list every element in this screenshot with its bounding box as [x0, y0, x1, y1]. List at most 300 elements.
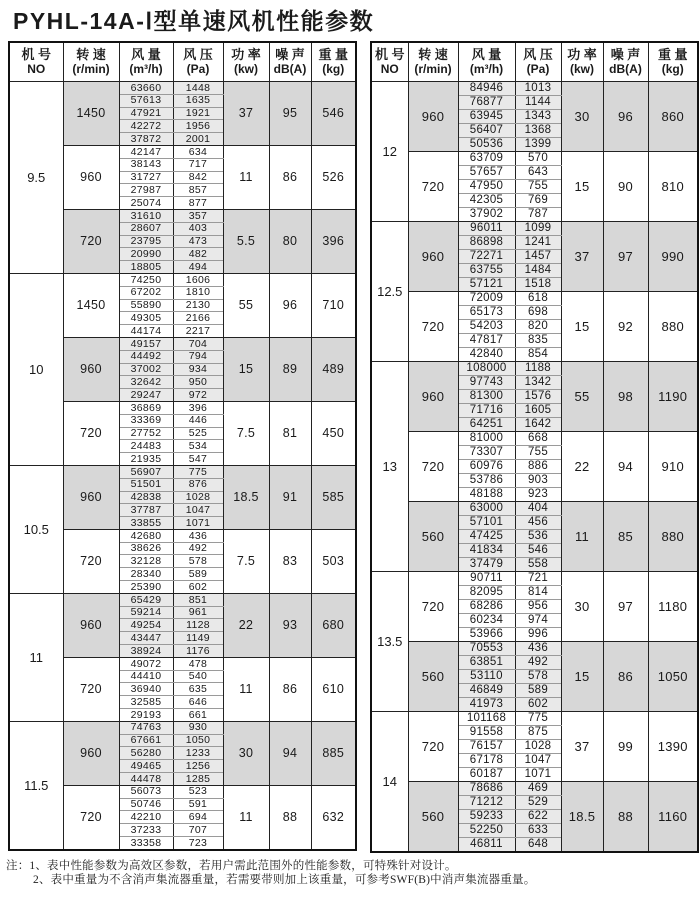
weight-cell: 810 — [648, 152, 698, 222]
weight-cell: 610 — [311, 657, 356, 721]
column-header-speed — [63, 42, 119, 82]
air-pressure-cell: 1050 — [173, 734, 223, 747]
header-line2: (Pa) — [526, 62, 550, 76]
air-pressure-cell: 1256 — [173, 760, 223, 773]
air-pressure-cell: 886 — [515, 460, 561, 474]
weight-cell: 396 — [311, 209, 356, 273]
air-volume-cell: 42838 — [119, 491, 173, 504]
air-pressure-cell: 1241 — [515, 236, 561, 250]
speed-cell: 960 — [63, 721, 119, 785]
air-volume-cell: 31727 — [119, 171, 173, 184]
speed-cell: 1450 — [63, 82, 119, 146]
air-pressure-cell: 1342 — [515, 376, 561, 390]
air-pressure-cell: 618 — [515, 292, 561, 306]
noise-cell: 92 — [603, 292, 648, 362]
speed-cell: 960 — [408, 82, 458, 152]
air-volume-cell: 46811 — [458, 838, 515, 853]
speed-cell: 560 — [408, 782, 458, 853]
air-volume-cell: 23795 — [119, 235, 173, 248]
table-row — [371, 82, 698, 96]
power-cell: 30 — [561, 82, 603, 152]
header-line1: 噪 声 — [275, 47, 305, 62]
header-line1: 风 量 — [131, 47, 161, 62]
table-row — [371, 152, 698, 166]
air-pressure-cell: 694 — [173, 811, 223, 824]
footnotes — [6, 860, 700, 887]
air-volume-cell: 108000 — [458, 362, 515, 376]
air-pressure-cell: 1028 — [173, 491, 223, 504]
air-pressure-cell: 707 — [173, 824, 223, 837]
air-pressure-cell: 930 — [173, 721, 223, 734]
air-volume-cell: 31610 — [119, 209, 173, 222]
header-line2: NO — [27, 62, 46, 76]
air-pressure-cell: 1071 — [515, 768, 561, 782]
power-cell: 18.5 — [223, 465, 269, 529]
power-cell: 11 — [223, 145, 269, 209]
air-pressure-cell: 646 — [173, 696, 223, 709]
power-cell: 30 — [561, 572, 603, 642]
air-volume-cell: 71716 — [458, 404, 515, 418]
header-line2: (kw) — [234, 62, 258, 76]
power-cell: 55 — [223, 273, 269, 337]
column-header-noise — [269, 42, 311, 82]
speed-cell: 720 — [408, 152, 458, 222]
air-volume-cell: 53786 — [458, 474, 515, 488]
air-pressure-cell: 1642 — [515, 418, 561, 432]
speed-cell: 720 — [63, 657, 119, 721]
air-volume-cell: 56280 — [119, 747, 173, 760]
column-header-pressure — [515, 42, 561, 82]
air-volume-cell: 28340 — [119, 568, 173, 581]
air-pressure-cell: 2130 — [173, 299, 223, 312]
air-volume-cell: 67178 — [458, 754, 515, 768]
weight-cell: 880 — [648, 502, 698, 572]
power-cell: 11 — [223, 785, 269, 849]
air-volume-cell: 49465 — [119, 760, 173, 773]
air-pressure-cell: 923 — [515, 488, 561, 502]
table-row — [371, 362, 698, 376]
air-pressure-cell: 648 — [515, 838, 561, 853]
air-pressure-cell: 570 — [515, 152, 561, 166]
power-cell: 11 — [561, 502, 603, 572]
weight-cell: 503 — [311, 529, 356, 593]
air-pressure-cell: 851 — [173, 593, 223, 606]
weight-cell: 910 — [648, 432, 698, 502]
air-volume-cell: 54203 — [458, 320, 515, 334]
air-volume-cell: 49157 — [119, 337, 173, 350]
noise-cell: 96 — [603, 82, 648, 152]
air-pressure-cell: 473 — [173, 235, 223, 248]
air-pressure-cell: 492 — [173, 542, 223, 555]
air-pressure-cell: 877 — [173, 197, 223, 210]
noise-cell: 86 — [269, 657, 311, 721]
noise-cell: 95 — [269, 82, 311, 146]
speed-cell: 720 — [63, 785, 119, 849]
speed-cell: 960 — [63, 465, 119, 529]
air-pressure-cell: 492 — [515, 656, 561, 670]
air-volume-cell: 74250 — [119, 273, 173, 286]
weight-cell: 450 — [311, 401, 356, 465]
air-pressure-cell: 972 — [173, 389, 223, 402]
air-volume-cell: 57613 — [119, 94, 173, 107]
table-row — [9, 465, 356, 478]
header-line1: 功 率 — [567, 47, 597, 62]
power-cell: 15 — [561, 642, 603, 712]
weight-cell: 990 — [648, 222, 698, 292]
air-pressure-cell: 2217 — [173, 325, 223, 338]
air-pressure-cell: 950 — [173, 376, 223, 389]
header-line1: 功 率 — [231, 47, 261, 62]
column-header-volume — [458, 42, 515, 82]
air-volume-cell: 47425 — [458, 530, 515, 544]
air-pressure-cell: 1635 — [173, 94, 223, 107]
machine-no-cell: 12.5 — [371, 222, 408, 362]
power-cell: 37 — [561, 222, 603, 292]
air-pressure-cell: 875 — [515, 726, 561, 740]
air-volume-cell: 53110 — [458, 670, 515, 684]
noise-cell: 81 — [269, 401, 311, 465]
air-pressure-cell: 478 — [173, 657, 223, 670]
column-header-volume — [119, 42, 173, 82]
noise-cell: 99 — [603, 712, 648, 782]
header-line1: 重 量 — [657, 47, 688, 62]
air-pressure-cell: 721 — [515, 572, 561, 586]
table-row — [9, 721, 356, 734]
air-pressure-cell: 1176 — [173, 645, 223, 658]
power-cell: 37 — [561, 712, 603, 782]
weight-cell: 1050 — [648, 642, 698, 712]
air-volume-cell: 37902 — [458, 208, 515, 222]
air-volume-cell: 38626 — [119, 542, 173, 555]
speed-cell: 720 — [63, 401, 119, 465]
air-volume-cell: 37002 — [119, 363, 173, 376]
machine-no-cell: 10.5 — [9, 465, 63, 593]
air-volume-cell: 86898 — [458, 236, 515, 250]
air-pressure-cell: 1576 — [515, 390, 561, 404]
air-volume-cell: 49072 — [119, 657, 173, 670]
weight-cell: 546 — [311, 82, 356, 146]
noise-cell: 88 — [269, 785, 311, 849]
header-line2: (kw) — [570, 62, 594, 76]
header-line1: 重 量 — [318, 47, 349, 62]
air-pressure-cell: 1956 — [173, 120, 223, 133]
air-pressure-cell: 814 — [515, 586, 561, 600]
air-pressure-cell: 2166 — [173, 312, 223, 325]
header-line1: 风 压 — [183, 47, 213, 62]
column-header-power — [223, 42, 269, 82]
power-cell: 5.5 — [223, 209, 269, 273]
air-pressure-cell: 1399 — [515, 138, 561, 152]
air-volume-cell: 56907 — [119, 465, 173, 478]
header-line2: (r/min) — [72, 62, 110, 76]
air-volume-cell: 25074 — [119, 197, 173, 210]
power-cell: 18.5 — [561, 782, 603, 853]
air-pressure-cell: 602 — [515, 698, 561, 712]
column-header-weight — [311, 42, 356, 82]
weight-cell: 632 — [311, 785, 356, 849]
air-volume-cell: 42840 — [458, 348, 515, 362]
header-line2: (Pa) — [186, 62, 210, 76]
air-pressure-cell: 857 — [173, 184, 223, 197]
header-line1: 转 速 — [76, 47, 106, 62]
air-volume-cell: 44174 — [119, 325, 173, 338]
air-pressure-cell: 578 — [515, 670, 561, 684]
noise-cell: 93 — [269, 593, 311, 657]
speed-cell: 720 — [408, 432, 458, 502]
machine-no-cell: 9.5 — [9, 82, 63, 274]
power-cell: 22 — [561, 432, 603, 502]
air-pressure-cell: 494 — [173, 261, 223, 274]
air-volume-cell: 63709 — [458, 152, 515, 166]
air-volume-cell: 97743 — [458, 376, 515, 390]
table-row — [9, 273, 356, 286]
machine-no-cell: 13 — [371, 362, 408, 572]
column-header-pressure — [173, 42, 223, 82]
header-line1: 机 号 — [374, 47, 405, 62]
power-cell: 15 — [561, 152, 603, 222]
air-volume-cell: 37872 — [119, 133, 173, 146]
power-cell: 30 — [223, 721, 269, 785]
table-row — [371, 502, 698, 516]
column-header-speed — [408, 42, 458, 82]
air-volume-cell: 101168 — [458, 712, 515, 726]
noise-cell: 85 — [603, 502, 648, 572]
air-volume-cell: 64251 — [458, 418, 515, 432]
air-volume-cell: 73307 — [458, 446, 515, 460]
table-row — [371, 432, 698, 446]
air-volume-cell: 78686 — [458, 782, 515, 796]
air-volume-cell: 38143 — [119, 158, 173, 171]
weight-cell: 880 — [648, 292, 698, 362]
header-line2: dB(A) — [609, 62, 642, 76]
air-pressure-cell: 794 — [173, 350, 223, 363]
air-pressure-cell: 1518 — [515, 278, 561, 292]
weight-cell: 1160 — [648, 782, 698, 853]
machine-no-cell: 10 — [9, 273, 63, 465]
air-pressure-cell: 1448 — [173, 82, 223, 95]
air-volume-cell: 42680 — [119, 529, 173, 542]
air-pressure-cell: 446 — [173, 414, 223, 427]
air-pressure-cell: 934 — [173, 363, 223, 376]
air-volume-cell: 63755 — [458, 264, 515, 278]
machine-no-cell: 12 — [371, 82, 408, 222]
air-volume-cell: 91558 — [458, 726, 515, 740]
air-pressure-cell: 775 — [515, 712, 561, 726]
performance-table-right — [370, 41, 699, 853]
air-pressure-cell: 1047 — [515, 754, 561, 768]
air-volume-cell: 29247 — [119, 389, 173, 402]
air-pressure-cell: 661 — [173, 709, 223, 722]
speed-cell: 960 — [63, 593, 119, 657]
air-volume-cell: 65429 — [119, 593, 173, 606]
weight-cell: 1390 — [648, 712, 698, 782]
air-pressure-cell: 1099 — [515, 222, 561, 236]
air-volume-cell: 81000 — [458, 432, 515, 446]
air-volume-cell: 38924 — [119, 645, 173, 658]
air-volume-cell: 44410 — [119, 670, 173, 683]
speed-cell: 960 — [63, 145, 119, 209]
noise-cell: 97 — [603, 572, 648, 642]
air-pressure-cell: 1606 — [173, 273, 223, 286]
air-volume-cell: 29193 — [119, 709, 173, 722]
power-cell: 22 — [223, 593, 269, 657]
air-pressure-cell: 755 — [515, 446, 561, 460]
air-pressure-cell: 1343 — [515, 110, 561, 124]
air-volume-cell: 27987 — [119, 184, 173, 197]
air-volume-cell: 32128 — [119, 555, 173, 568]
speed-cell: 960 — [63, 337, 119, 401]
speed-cell: 720 — [408, 712, 458, 782]
air-pressure-cell: 956 — [515, 600, 561, 614]
air-volume-cell: 74763 — [119, 721, 173, 734]
machine-no-cell: 13.5 — [371, 572, 408, 712]
air-volume-cell: 57657 — [458, 166, 515, 180]
column-header-power — [561, 42, 603, 82]
air-volume-cell: 56073 — [119, 785, 173, 798]
header-line1: 机 号 — [21, 47, 52, 62]
air-pressure-cell: 1921 — [173, 107, 223, 120]
table-row — [371, 642, 698, 656]
air-pressure-cell: 633 — [515, 824, 561, 838]
speed-cell: 560 — [408, 502, 458, 572]
machine-no-cell: 14 — [371, 712, 408, 853]
air-volume-cell: 60234 — [458, 614, 515, 628]
air-pressure-cell: 668 — [515, 432, 561, 446]
weight-cell: 1180 — [648, 572, 698, 642]
air-volume-cell: 72271 — [458, 250, 515, 264]
air-pressure-cell: 635 — [173, 683, 223, 696]
air-pressure-cell: 436 — [173, 529, 223, 542]
air-pressure-cell: 404 — [515, 502, 561, 516]
air-volume-cell: 42210 — [119, 811, 173, 824]
header-line2: (kg) — [661, 62, 684, 76]
air-pressure-cell: 698 — [515, 306, 561, 320]
air-pressure-cell: 1071 — [173, 517, 223, 530]
air-pressure-cell: 876 — [173, 478, 223, 491]
air-pressure-cell: 622 — [515, 810, 561, 824]
air-pressure-cell: 961 — [173, 606, 223, 619]
air-volume-cell: 48188 — [458, 488, 515, 502]
air-volume-cell: 37233 — [119, 824, 173, 837]
air-pressure-cell: 536 — [515, 530, 561, 544]
air-volume-cell: 63660 — [119, 82, 173, 95]
speed-cell: 560 — [408, 642, 458, 712]
air-pressure-cell: 436 — [515, 642, 561, 656]
air-pressure-cell: 1149 — [173, 632, 223, 645]
air-pressure-cell: 469 — [515, 782, 561, 796]
air-volume-cell: 24483 — [119, 440, 173, 453]
weight-cell: 585 — [311, 465, 356, 529]
air-volume-cell: 25390 — [119, 581, 173, 594]
air-pressure-cell: 755 — [515, 180, 561, 194]
noise-cell: 83 — [269, 529, 311, 593]
air-volume-cell: 63945 — [458, 110, 515, 124]
air-volume-cell: 44492 — [119, 350, 173, 363]
footnote-2: 2、表中重量为不含消声集流器重量，若需要带则加上该重量，可参考SWF(B)中消声集流器重量。 — [33, 873, 536, 886]
air-pressure-cell: 643 — [515, 166, 561, 180]
air-volume-cell: 43447 — [119, 632, 173, 645]
air-pressure-cell: 1484 — [515, 264, 561, 278]
air-volume-cell: 57101 — [458, 516, 515, 530]
air-volume-cell: 20990 — [119, 248, 173, 261]
air-volume-cell: 70553 — [458, 642, 515, 656]
air-volume-cell: 76157 — [458, 740, 515, 754]
noise-cell: 88 — [603, 782, 648, 853]
table-row — [9, 593, 356, 606]
air-volume-cell: 65173 — [458, 306, 515, 320]
machine-no-cell: 11 — [9, 593, 63, 721]
header-line1: 噪 声 — [610, 47, 641, 62]
speed-cell: 720 — [408, 572, 458, 642]
air-volume-cell: 44478 — [119, 773, 173, 786]
air-volume-cell: 41834 — [458, 544, 515, 558]
air-pressure-cell: 525 — [173, 427, 223, 440]
page-title: PYHL-14A-Ⅰ型单速风机性能参数 — [13, 8, 375, 34]
power-cell: 37 — [223, 82, 269, 146]
speed-cell: 960 — [408, 222, 458, 292]
air-volume-cell: 72009 — [458, 292, 515, 306]
header-line1: 转 速 — [418, 47, 448, 62]
air-pressure-cell: 835 — [515, 334, 561, 348]
air-volume-cell: 52250 — [458, 824, 515, 838]
air-volume-cell: 42272 — [119, 120, 173, 133]
air-volume-cell: 36869 — [119, 401, 173, 414]
air-pressure-cell: 1144 — [515, 96, 561, 110]
weight-cell: 526 — [311, 145, 356, 209]
air-volume-cell: 68286 — [458, 600, 515, 614]
air-pressure-cell: 903 — [515, 474, 561, 488]
header-line2: NO — [380, 62, 399, 76]
air-volume-cell: 90711 — [458, 572, 515, 586]
speed-cell: 1450 — [63, 273, 119, 337]
noise-cell: 94 — [603, 432, 648, 502]
power-cell: 11 — [223, 657, 269, 721]
air-volume-cell: 47817 — [458, 334, 515, 348]
air-volume-cell: 50746 — [119, 798, 173, 811]
weight-cell: 885 — [311, 721, 356, 785]
footnote-1: 注：1、表中性能参数为高效区参数，若用户需此范围外的性能参数，可特殊针对设计。 — [6, 860, 457, 872]
air-pressure-cell: 1605 — [515, 404, 561, 418]
weight-cell: 710 — [311, 273, 356, 337]
air-volume-cell: 49305 — [119, 312, 173, 325]
weight-cell: 680 — [311, 593, 356, 657]
header-line1: 风 压 — [523, 47, 553, 62]
air-pressure-cell: 854 — [515, 348, 561, 362]
performance-table-left — [8, 41, 357, 851]
air-pressure-cell: 529 — [515, 796, 561, 810]
header-line2: dB(A) — [273, 62, 307, 76]
noise-cell: 86 — [269, 145, 311, 209]
air-pressure-cell: 1188 — [515, 362, 561, 376]
air-volume-cell: 21935 — [119, 453, 173, 466]
air-volume-cell: 82095 — [458, 586, 515, 600]
air-pressure-cell: 996 — [515, 628, 561, 642]
noise-cell: 96 — [269, 273, 311, 337]
air-volume-cell: 33855 — [119, 517, 173, 530]
air-pressure-cell: 634 — [173, 145, 223, 158]
air-pressure-cell: 456 — [515, 516, 561, 530]
air-pressure-cell: 591 — [173, 798, 223, 811]
noise-cell: 86 — [603, 642, 648, 712]
machine-no-cell: 11.5 — [9, 721, 63, 849]
air-volume-cell: 60976 — [458, 460, 515, 474]
air-volume-cell: 33358 — [119, 837, 173, 850]
air-volume-cell: 59214 — [119, 606, 173, 619]
air-pressure-cell: 558 — [515, 558, 561, 572]
air-volume-cell: 32642 — [119, 376, 173, 389]
air-pressure-cell: 704 — [173, 337, 223, 350]
air-pressure-cell: 403 — [173, 222, 223, 235]
